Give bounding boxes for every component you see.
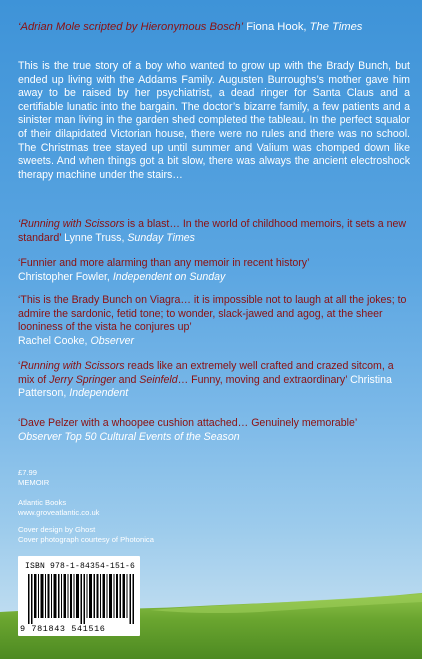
review-3-author: Rachel Cooke,: [18, 334, 88, 347]
book-blurb: This is the true story of a boy who wanted to grow up with the Brady Bunch, but ended up living with the Addams Family. Augusten Burroughs’s mother gave him away to be raised by her psychiatrist, a dead ringer for Santa Claus and a certifiable lunatic into the bargain. The doctor’s bizarre family, a few patients and a sinister man living in the garden shed completed the tableau. In the perfect squalor of their dilapidated Victorian house, there were no rules and there was no school. The Christmas tree stayed up until summer and Valium was chomped down like sweets. And when things got a bit slow, there was always the ancient electroshock therapy machine under the stairs…: [18, 60, 410, 181]
review-2-quote: ‘Funnier and more alarming than any memoir in recent history’: [18, 257, 310, 269]
review-1-quote: is a blast… In the world of childhood memoirs, it sets a new standard’: [18, 218, 407, 244]
review-1-publication: Sunday Times: [127, 231, 195, 244]
review-4: ‘Running with Scissors reads like an extremely well crafted and crazed sitcom, a mix of Jerry Springer and Seinfeld… Funny, moving and extraordinary’ Christina Patterson, Independent: [18, 360, 394, 400]
review-1: ‘Running with Scissors is a blast… In the world of childhood memoirs, it sets a new standard’ Lynne Truss, Sunday Times: [18, 218, 407, 244]
isbn-barcode-box: [18, 556, 140, 636]
review-4-quote: reads like an extremely well crafted and crazed sitcom, a mix of: [18, 360, 394, 386]
publisher-block: [18, 498, 99, 518]
publisher: Atlantic Books: [18, 498, 67, 507]
review-3-quote: ‘This is the Brady Bunch on Viagra… it is impossible not to laugh at all the jokes; to admire the sardonic, fetid tone; to wonder, slack-jawed and agog, at the sheer looniness of the vista he conjures up’: [18, 294, 407, 334]
lead-quote-publication: The Times: [309, 21, 363, 33]
review-2: [18, 257, 410, 284]
lead-quote-source: Fiona Hook,: [246, 21, 307, 33]
review-4-title: Running with Scissors: [20, 360, 125, 372]
review-2-publication: Independent on Sunday: [112, 270, 226, 283]
review-5-quote: ‘Dave Pelzer with a whoopee cushion attached… Genuinely memorable’: [18, 417, 358, 429]
review-1-title: Running with Scissors: [20, 218, 125, 230]
credits-block: [18, 525, 154, 545]
review-3-publication: Observer: [90, 334, 135, 347]
barcode-digits: 9 781843 541516: [20, 624, 106, 634]
publisher-website: www.groveatlantic.co.uk: [18, 508, 100, 517]
barcode-icon: [28, 574, 136, 624]
review-5-publication: Observer Top 50 Cultural Events of the Season: [18, 430, 240, 443]
lead-quote: [18, 20, 408, 34]
review-1-author: Lynne Truss,: [64, 231, 125, 244]
lead-quote-text: ‘Adrian Mole scripted by Hieronymous Bosch’: [18, 21, 244, 33]
cover-photo-credit: Cover photograph courtesy of Photonica: [18, 535, 154, 544]
review-2-author: Christopher Fowler,: [18, 270, 110, 283]
price: £7.99: [18, 468, 38, 477]
category: MEMOIR: [18, 478, 50, 487]
review-3: [18, 294, 410, 348]
review-4-author: Christina Patterson,: [18, 373, 392, 400]
isbn-label: ISBN 978-1-84354-151-6: [25, 562, 136, 571]
cover-design-credit: Cover design by Ghost: [18, 525, 96, 534]
review-4-publication: Independent: [69, 387, 129, 400]
review-5: [18, 417, 410, 444]
price-block: [18, 468, 49, 488]
